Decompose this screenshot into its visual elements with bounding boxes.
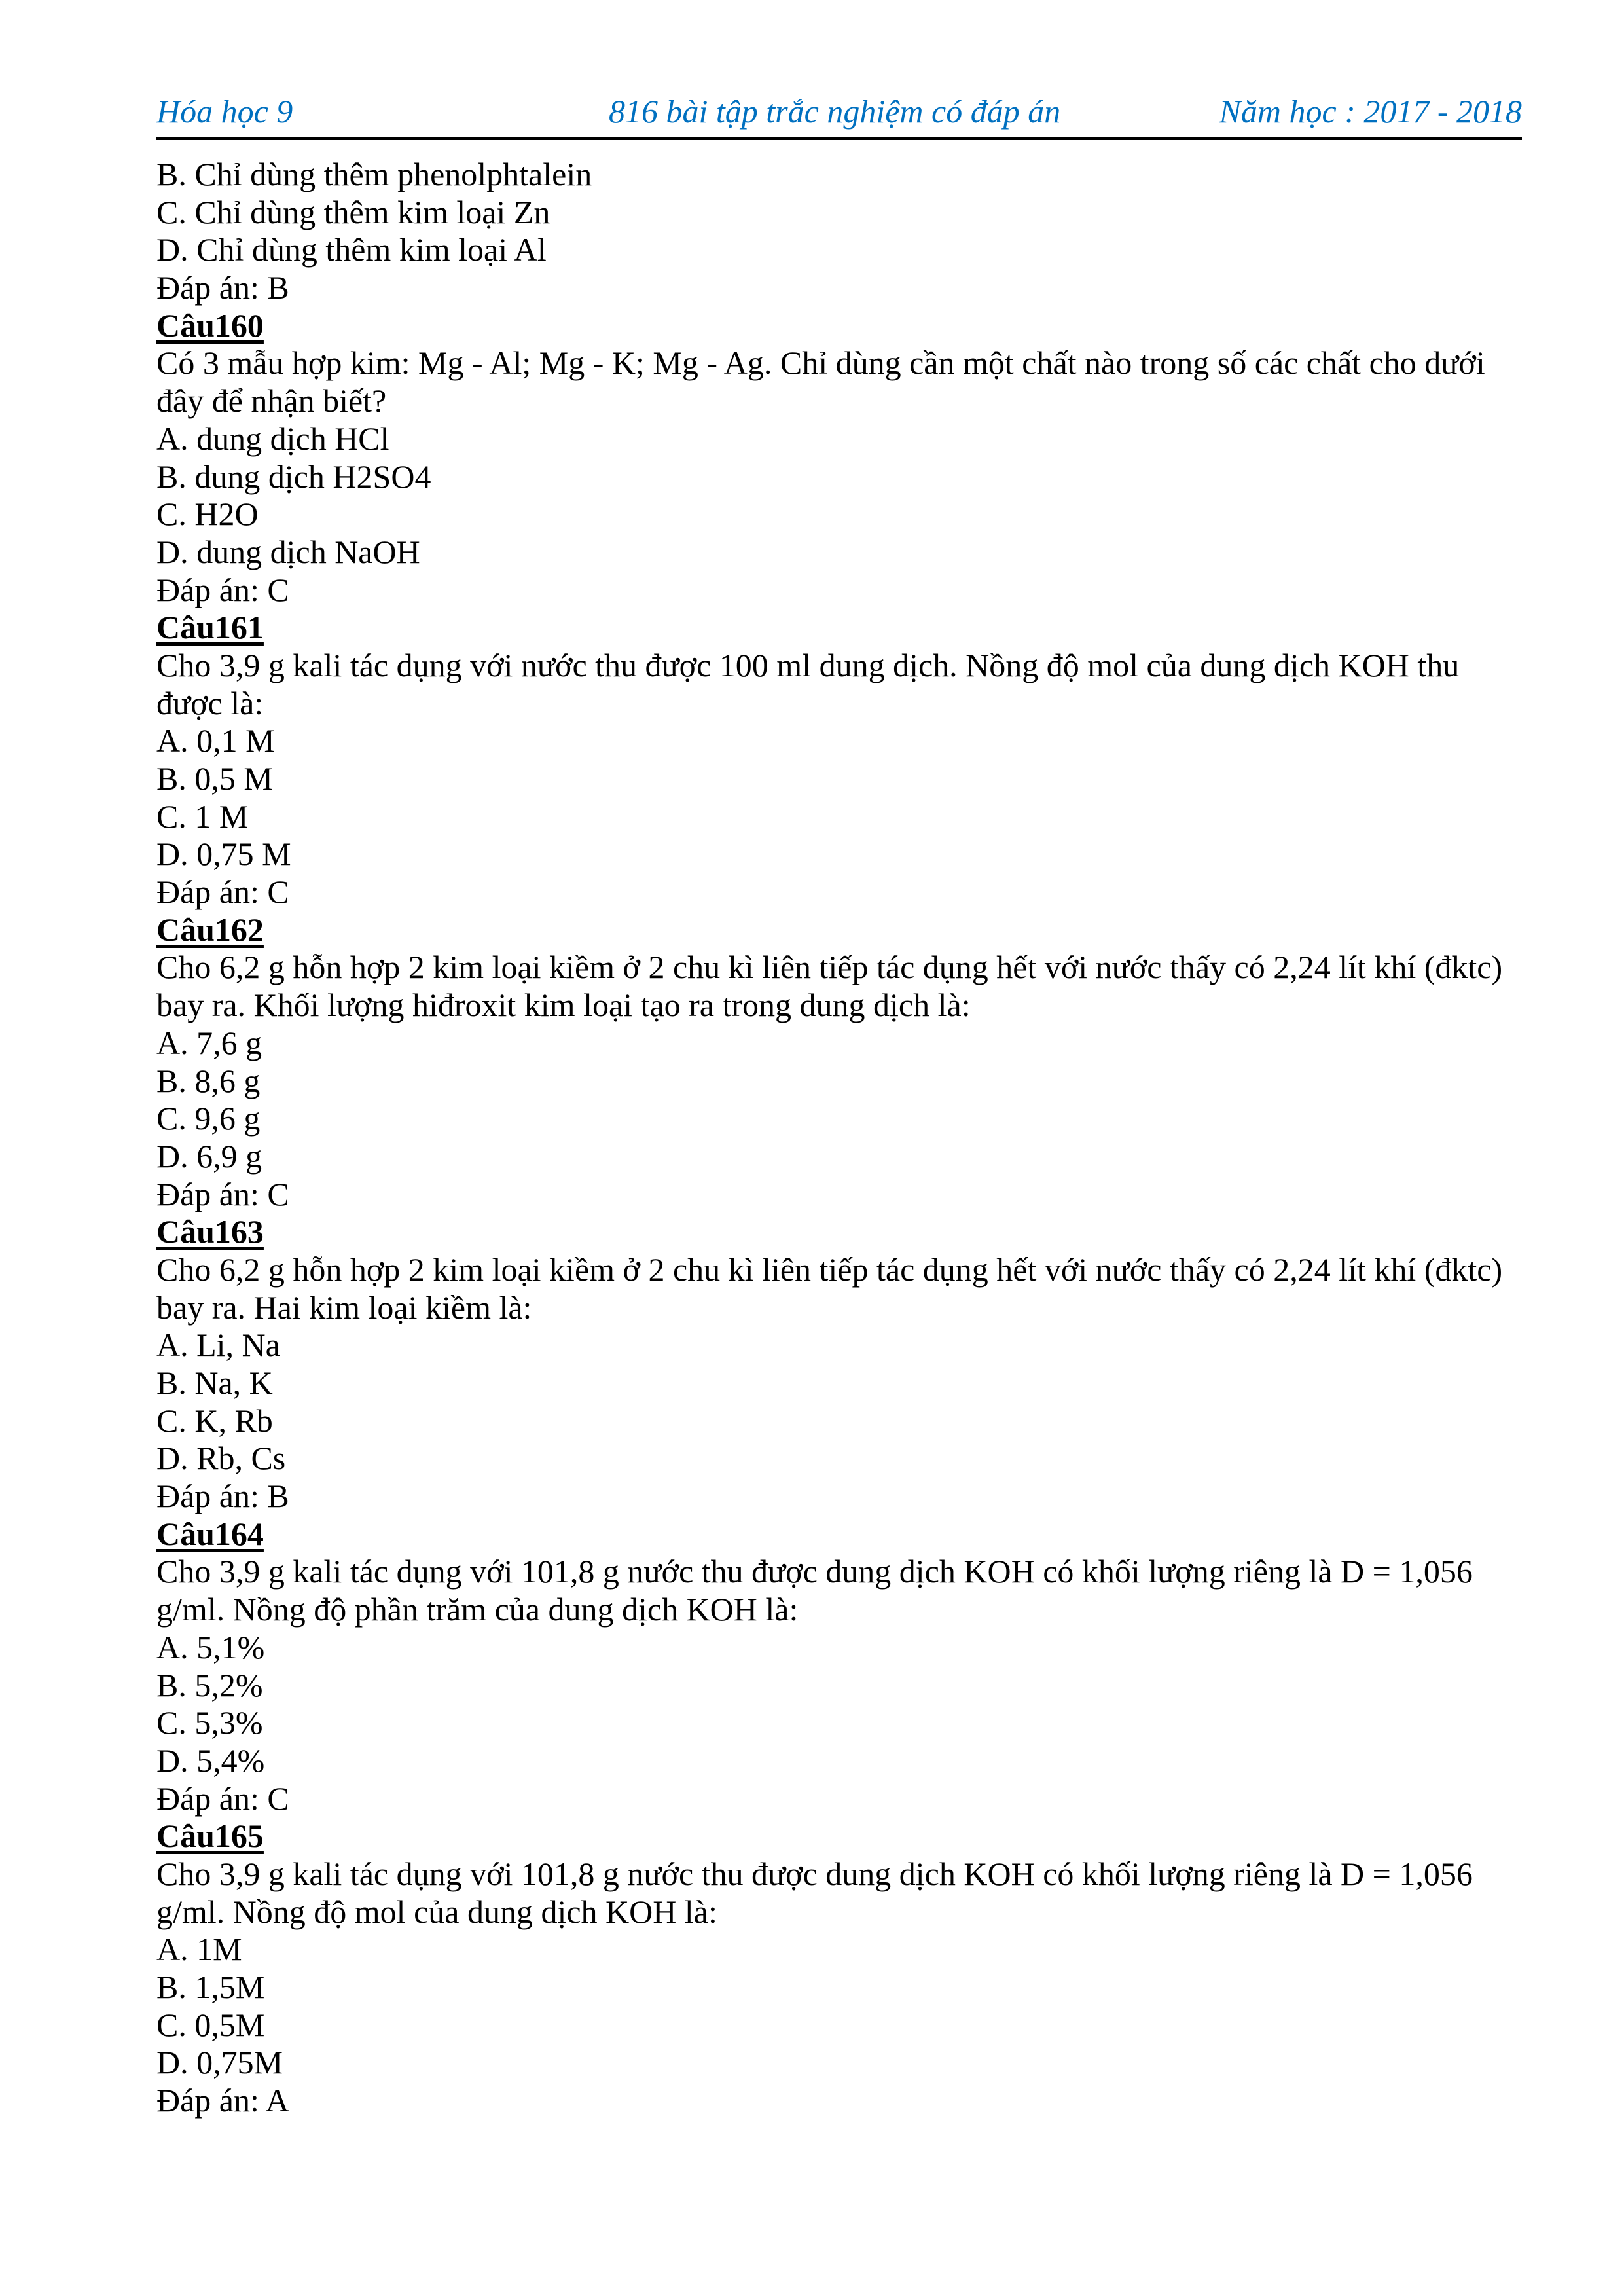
answer-option: D. Chỉ dùng thêm kim loại Al — [156, 231, 547, 268]
question-title: Câu164 — [156, 1515, 264, 1552]
question-text: Cho 3,9 g kali tác dụng với nước thu được 100 ml dung dịch. Nồng độ mol của dung dịch KOH thu — [156, 646, 1460, 683]
answer-option: B. 0,5 M — [156, 760, 273, 797]
answer-key: Đáp án: C — [156, 1175, 289, 1212]
answer-option: D. 0,75 M — [156, 835, 291, 873]
answer-option: C. Chỉ dùng thêm kim loại Zn — [156, 193, 550, 230]
question-text: bay ra. Hai kim loại kiềm là: — [156, 1288, 532, 1326]
question-text: Cho 3,9 g kali tác dụng với 101,8 g nước thu được dung dịch KOH có khối lượng riêng là D = 1,056 — [156, 1855, 1473, 1892]
answer-option: A. dung dịch HCl — [156, 420, 389, 457]
answer-key: Đáp án: A — [156, 2082, 289, 2119]
question-text: g/ml. Nồng độ phần trăm của dung dịch KOH là: — [156, 1591, 799, 1628]
answer-option: B. Chỉ dùng thêm phenolphtalein — [156, 156, 592, 192]
question-title: Câu162 — [156, 911, 264, 948]
answer-key: Đáp án: B — [156, 1478, 289, 1515]
question-title: Câu165 — [156, 1817, 264, 1855]
answer-key: Đáp án: C — [156, 1779, 289, 1817]
header-school-year: Năm học : 2017 - 2018 — [1219, 93, 1522, 130]
answer-option: A. Li, Na — [156, 1326, 280, 1364]
question-title: Câu160 — [156, 306, 264, 344]
answer-key: Đáp án: C — [156, 571, 289, 608]
answer-option: B. dung dịch H2SO4 — [156, 458, 431, 495]
answer-option: B. 5,2% — [156, 1666, 263, 1704]
answer-key: Đáp án: B — [156, 269, 289, 306]
answer-option: D. 0,75M — [156, 2044, 283, 2081]
question-title: Câu161 — [156, 609, 264, 646]
answer-option: C. 1 M — [156, 797, 249, 835]
header-rule — [156, 137, 1522, 140]
question-title: Câu163 — [156, 1213, 264, 1250]
question-text: được là: — [156, 684, 264, 721]
answer-key: Đáp án: C — [156, 873, 289, 911]
answer-option: A. 5,1% — [156, 1628, 265, 1666]
question-text: Cho 6,2 g hỗn hợp 2 kim loại kiềm ở 2 chu kì liên tiếp tác dụng hết với nước thấy có 2,24 lít khí (đktc) — [156, 1250, 1503, 1288]
answer-option: A. 1M — [156, 1931, 242, 1968]
question-text: Cho 6,2 g hỗn hợp 2 kim loại kiềm ở 2 chu kì liên tiếp tác dụng hết với nước thấy có 2,24 lít khí (đktc) — [156, 949, 1503, 986]
answer-option: D. 6,9 g — [156, 1137, 262, 1175]
question-text: g/ml. Nồng độ mol của dung dịch KOH là: — [156, 1893, 717, 1930]
answer-option: B. 1,5M — [156, 1969, 265, 2005]
answer-option: C. K, Rb — [156, 1402, 273, 1439]
answer-option: C. 5,3% — [156, 1704, 263, 1741]
answer-option: C. H2O — [156, 496, 259, 533]
answer-option: D. dung dịch NaOH — [156, 533, 420, 570]
header-title: 816 bài tập trắc nghiệm có đáp án — [609, 93, 1061, 130]
answer-option: B. Na, K — [156, 1364, 273, 1401]
document-body — [156, 156, 1531, 2120]
header-subject: Hóa học 9 — [156, 93, 293, 130]
question-text: Có 3 mẫu hợp kim: Mg - Al; Mg - K; Mg - Ag. Chỉ dùng cần một chất nào trong số các chất cho dưới — [156, 344, 1485, 382]
answer-option: D. Rb, Cs — [156, 1440, 286, 1477]
answer-option: D. 5,4% — [156, 1741, 265, 1779]
answer-option: B. 8,6 g — [156, 1062, 261, 1099]
answer-option: C. 0,5M — [156, 2006, 265, 2043]
answer-option: A. 7,6 g — [156, 1024, 262, 1061]
question-text: bay ra. Khối lượng hiđroxit kim loại tạo ra trong dung dịch là: — [156, 987, 971, 1024]
answer-option: C. 9,6 g — [156, 1100, 261, 1137]
question-text: Cho 3,9 g kali tác dụng với 101,8 g nước thu được dung dịch KOH có khối lượng riêng là D = 1,056 — [156, 1553, 1473, 1590]
question-text: đây để nhận biết? — [156, 382, 387, 420]
answer-option: A. 0,1 M — [156, 722, 275, 759]
